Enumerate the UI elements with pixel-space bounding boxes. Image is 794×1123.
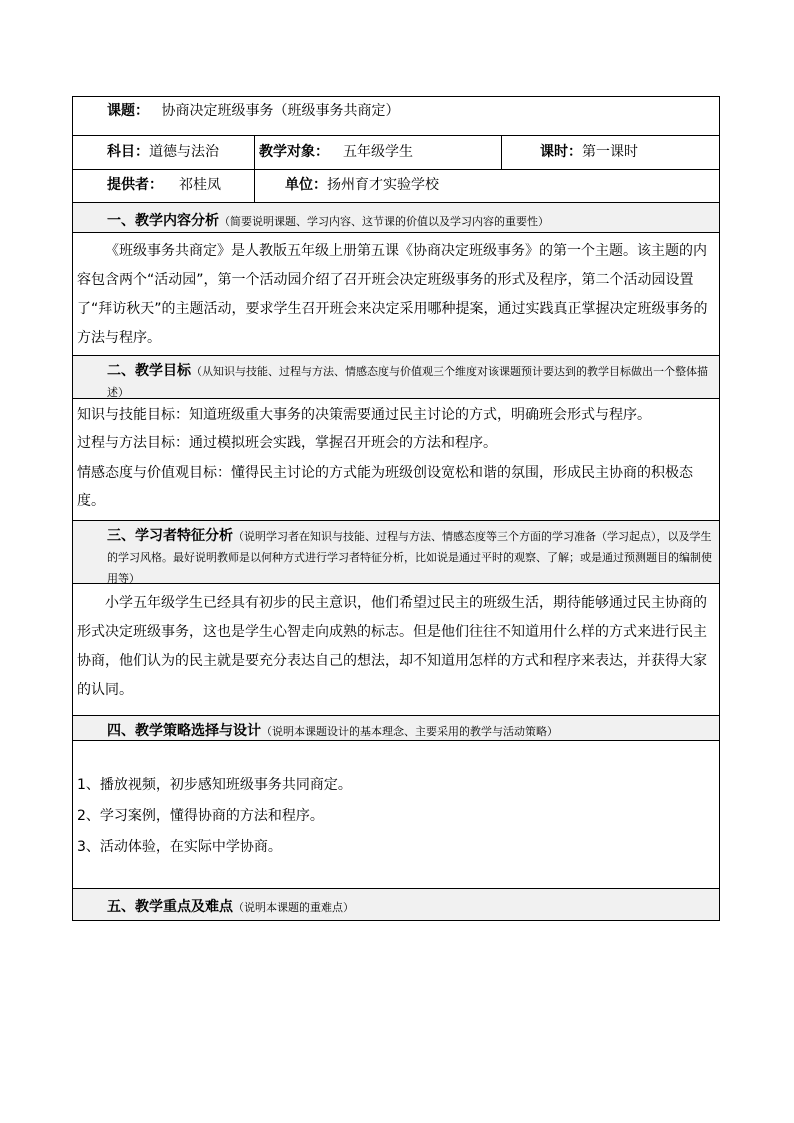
topic-cell: [107, 101, 399, 121]
unit-cell: [255, 170, 719, 202]
unit-value: 扬州育才实验学校: [327, 177, 439, 193]
section1-header: [73, 203, 719, 233]
subject-row: [73, 136, 719, 170]
objective-knowledge: 知识与技能目标：知道班级重大事务的决策需要通过民主讨论的方式，明确班会形式与程序。: [77, 407, 651, 423]
section5-header: [73, 889, 719, 920]
strategy-item-3: 3、活动体验，在实际中学协商。: [77, 839, 282, 855]
subject-label: 科目：: [107, 144, 149, 160]
section4-header: [73, 716, 719, 741]
period-cell: [502, 136, 719, 169]
section1-body: [73, 233, 719, 356]
section5-heading: 五、教学重点及难点: [107, 899, 233, 915]
section2-note: （从知识与技能、过程与方法、情感态度与价值观三个维度对该课题预计要达到的教学目标做出一个整体描述）: [107, 365, 708, 399]
unit-label: 单位：: [285, 177, 327, 193]
section3-note: （说明学习者在知识与技能、过程与方法、情感态度等三个方面的学习准备（学习起点），以及学生的学习风格。最好说明教师是以何种方式进行学习者特征分析，比如说是通过平时的观察、了解；或是通过预测题目的编制使用等）: [107, 530, 712, 585]
section4-note: （说明本课题设计的基本理念、主要采用的教学与活动策略）: [261, 725, 558, 738]
provider-row: [73, 170, 719, 203]
section4-body: [73, 741, 719, 889]
subject-value: 道德与法治: [149, 144, 219, 160]
section4-heading: 四、教学策略选择与设计: [107, 723, 261, 739]
section1-heading: 一、教学内容分析: [107, 213, 219, 229]
section3-paragraph: 小学五年级学生已经具有初步的民主意识，他们希望过民主的班级生活，期待能够通过民主协商的形式决定班级事务，这也是学生心智走向成熟的标志。但是他们往往不知道用什么样的方式来进行民主协商，他们认为的民主就是要充分表达自己的想法，却不知道用怎样的方式和程序来表达，并获得大家的认同。: [77, 595, 707, 698]
section2-heading: 二、教学目标: [107, 363, 191, 379]
objective-process: 过程与方法目标：通过模拟班会实践，掌握召开班会的方法和程序。: [77, 435, 497, 451]
lesson-plan-table: [72, 96, 720, 921]
provider-cell: [73, 170, 255, 202]
topic-row: [73, 97, 719, 136]
provider-value: 祁桂凤: [179, 177, 221, 193]
section3-body: [73, 584, 719, 716]
topic-value: 协商决定班级事务（班级事务共商定）: [161, 103, 400, 119]
audience-label: 教学对象：: [259, 144, 329, 160]
section1-paragraph: 《班级事务共商定》是人教版五年级上册第五课《协商决定班级事务》的第一个主题。该主题的内容包含两个“活动园”，第一个活动园介绍了召开班会决定班级事务的形式及程序，第二个活动园设置了“拜访秋天”的主题活动，要求学生召开班会来决定采用哪种提案，通过实践真正掌握决定班级事务的方法与程序。: [77, 243, 708, 346]
topic-label: 课题：: [107, 103, 149, 119]
strategy-item-1: 1、播放视频，初步感知班级事务共同商定。: [77, 777, 352, 793]
section5-note: （说明本课题的重难点）: [233, 901, 354, 914]
section3-heading: 三、学习者特征分析: [107, 528, 233, 544]
audience-cell: [255, 136, 502, 169]
objective-emotion: 情感态度与价值观目标：懂得民主讨论的方式能为班级创设宽松和谐的氛围，形成民主协商的积极态度。: [77, 465, 693, 509]
section2-body: [73, 399, 719, 521]
subject-cell: [73, 136, 255, 169]
audience-value: 五年级学生: [343, 144, 413, 160]
period-label: 课时：: [540, 144, 582, 160]
period-value: 第一课时: [582, 144, 638, 160]
strategy-item-2: 2、学习案例，懂得协商的方法和程序。: [77, 808, 324, 824]
section1-note: （简要说明课题、学习内容、这节课的价值以及学习内容的重要性）: [219, 215, 549, 228]
section2-header: [73, 356, 719, 399]
section3-header: [73, 521, 719, 584]
provider-label: 提供者：: [107, 177, 163, 193]
